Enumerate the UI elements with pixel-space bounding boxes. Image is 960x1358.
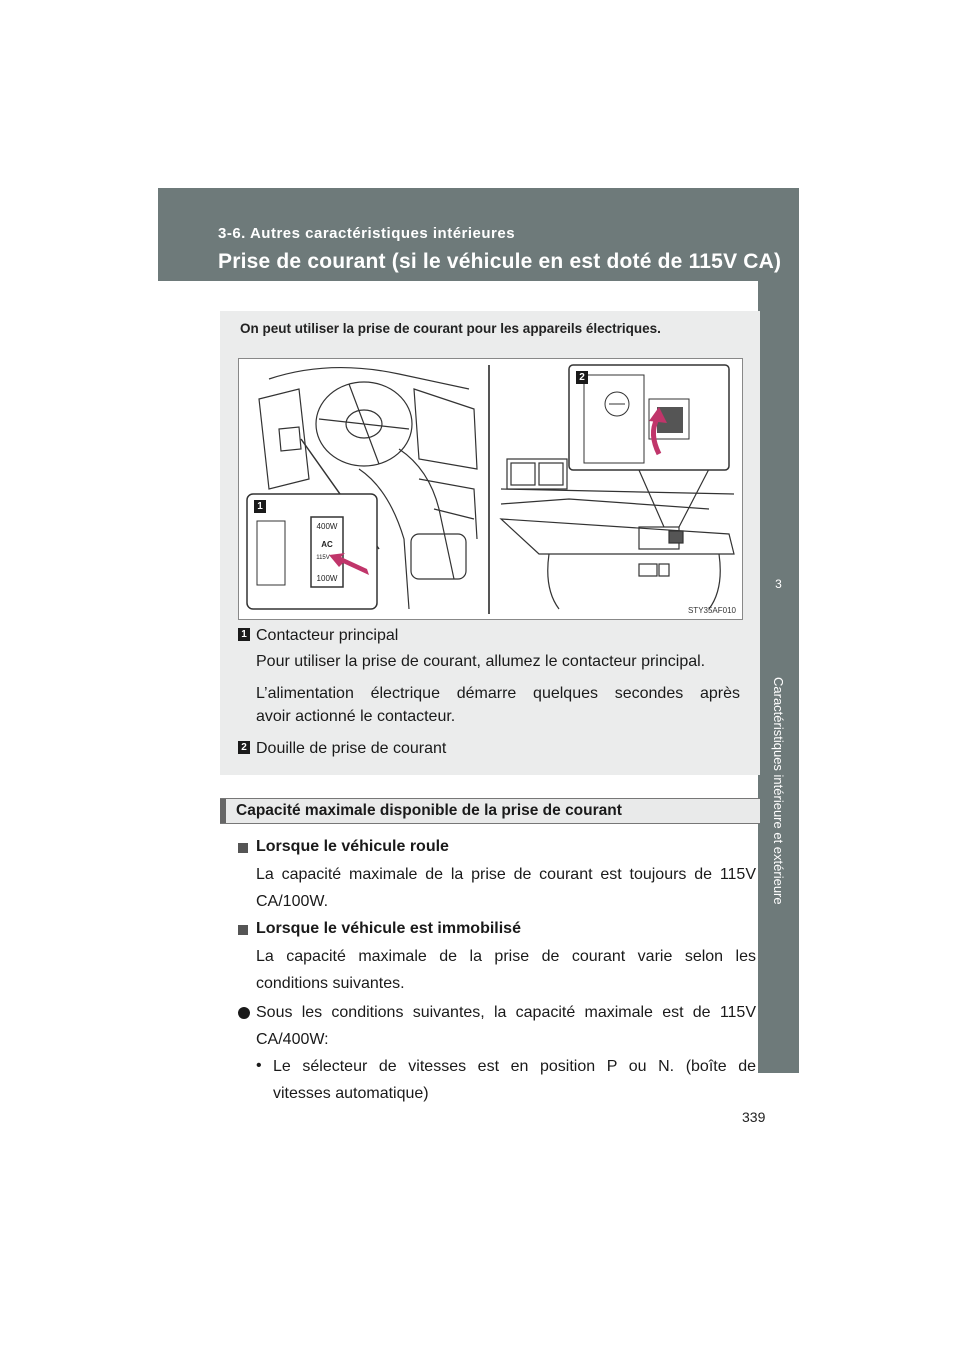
- driving-text-line2: CA/100W.: [256, 893, 329, 910]
- caption-paragraph-1: Pour utiliser la prise de courant, allumez le contacteur principal.: [256, 653, 706, 670]
- condition-text-line2: CA/400W:: [256, 1031, 329, 1048]
- driving-text-line1: La capacité maximale de la prise de courant est toujours de 115V: [256, 866, 756, 883]
- stopped-text-line2: conditions suivantes.: [256, 975, 405, 992]
- caption-title-1: Contacteur principal: [256, 627, 399, 644]
- inset-switch-detail: [247, 494, 377, 609]
- capacity-section-title: Capacité maximale disponible de la prise de courant: [236, 802, 622, 819]
- section-label: 3-6. Autres caractéristiques intérieures: [218, 225, 516, 242]
- sub-bullet: •: [256, 1057, 262, 1074]
- sub-condition-line2: vitesses automatique): [273, 1085, 429, 1102]
- switch-label-ac: AC: [321, 540, 333, 549]
- page-title: Prise de courant (si le véhicule en est doté de 115V CA): [218, 250, 782, 273]
- driving-text: [256, 861, 756, 915]
- capacity-section-header: [220, 798, 760, 824]
- condition-text: [256, 999, 756, 1053]
- figure-badge-2: 2: [576, 371, 588, 384]
- caption-title-2: Douille de prise de courant: [256, 740, 447, 757]
- stopped-text: [256, 943, 756, 997]
- inset-outlet-detail: [569, 365, 729, 470]
- switch-label-100w: 100W: [316, 574, 338, 583]
- switch-label-400w: 400W: [316, 522, 338, 531]
- chapter-side-tab[interactable]: [758, 281, 799, 1073]
- info-intro: On peut utiliser la prise de courant pour les appareils électriques.: [240, 321, 661, 336]
- figure-drawing: [239, 359, 742, 619]
- chapter-number: 3: [775, 577, 782, 591]
- square-bullet-icon: [238, 843, 248, 853]
- page-number: 339: [742, 1109, 766, 1125]
- caption-badge-2: 2: [238, 741, 250, 754]
- caption-badge-1: 1: [238, 628, 250, 641]
- condition-text-line1: Sous les conditions suivantes, la capacité maximale est de 115V: [256, 1004, 756, 1021]
- circle-bullet-icon: [238, 1007, 250, 1019]
- stopped-text-line1: La capacité maximale de la prise de courant varie selon les: [256, 948, 756, 965]
- figure-badge-1: 1: [254, 500, 266, 513]
- stopped-heading: Lorsque le véhicule est immobilisé: [256, 920, 521, 937]
- figure-illustration: [238, 358, 743, 620]
- section-marker-bar: [220, 799, 226, 823]
- chapter-tab-label: Caractéristiques intérieure et extérieure: [771, 677, 786, 905]
- caption-paragraph-2-line2: avoir actionné le contacteur.: [256, 708, 456, 725]
- sub-condition-line1: Le sélecteur de vitesses est en position P ou N. (boîte de: [273, 1058, 756, 1075]
- sub-condition-text: [273, 1053, 756, 1107]
- figure-code: STY35AF010: [687, 606, 736, 615]
- driving-heading: Lorsque le véhicule roule: [256, 838, 449, 855]
- square-bullet-icon: [238, 925, 248, 935]
- caption-paragraph-2-line1: L’alimentation électrique démarre quelques secondes après: [256, 685, 740, 702]
- switch-label-voltage: 115V: [316, 555, 330, 561]
